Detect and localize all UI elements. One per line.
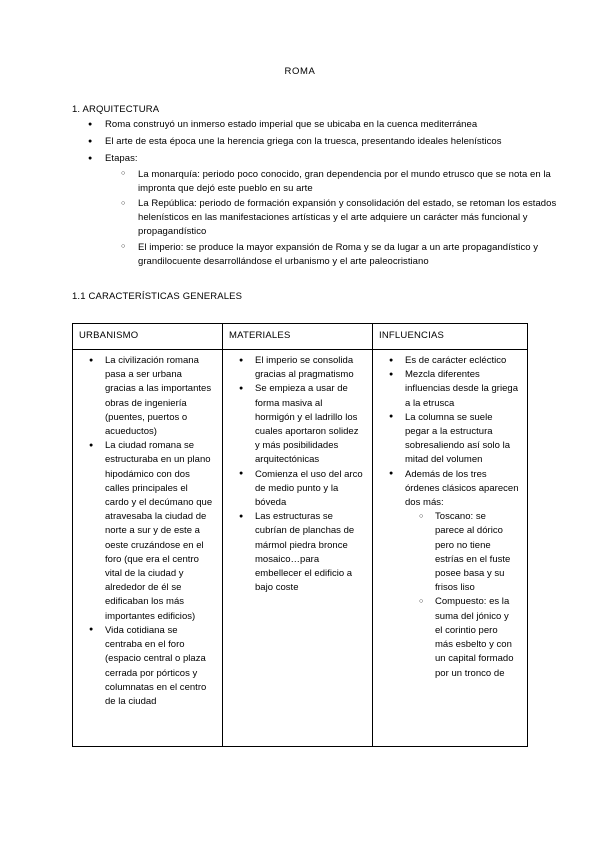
list-item: ● Mezcla diferentes influencias desde la griega a la etrusca xyxy=(373,368,525,411)
bullet-text: ○ El imperio: se produce la mayor expansión de Roma y se da lugar a un arte propagandístico y grandilocuente desarrollándose el urbanismo y el arte paleocristiano xyxy=(138,241,539,267)
ordenes-sub-list xyxy=(405,510,519,680)
bullet-text: ● Etapas: xyxy=(105,153,138,165)
list-item: ● Comienza el uso del arco de medio punto y la bóveda xyxy=(223,468,370,511)
list-item xyxy=(105,168,600,196)
list-item: ● La ciudad romana se estructuraba en un plano hipodámico con dos calles principales el cardo y el decúmano que atravesaba la ciudad de norte a sur y de este a oeste cruzándose en el foro (que era el centro vital de la ciudad y alrededor de él se edificaban los más importantes edificios) xyxy=(73,439,220,624)
bullet-text: ● Roma construyó un inmerso estado imperial que se ubicaba en la cuenca mediterránea xyxy=(105,119,478,130)
bullet-text: Además de los tres órdenes clásicos aparecen dos más: xyxy=(405,468,519,509)
table-cell-materiales xyxy=(223,350,373,747)
table-cell-influencias xyxy=(373,350,528,747)
characteristics-table-wrapper xyxy=(0,302,600,747)
table-header-row xyxy=(73,324,528,350)
list-item xyxy=(105,241,600,269)
characteristics-table xyxy=(72,323,528,747)
list-item xyxy=(373,468,525,681)
list-item: ○ Toscano: se parece al dórico pero no tiene estrías en el fuste posee basa y su frisos liso xyxy=(405,510,519,595)
list-item: ● La civilización romana pasa a ser urbana gracias a las importantes obras de ingeniería (puentes, puertos o acueductos) xyxy=(73,354,220,439)
list-item xyxy=(105,197,600,240)
table-cell-urbanismo xyxy=(73,350,223,747)
list-item xyxy=(72,118,600,132)
list-item: ● El imperio se consolida gracias al pragmatismo xyxy=(223,354,370,382)
table-header-urbanismo: URBANISMO xyxy=(73,324,223,350)
bullet-text: ○ La monarquía: periodo poco conocido, gran dependencia por el mundo etrusco que se nota en la impronta que dejó este pueblo en su arte xyxy=(138,168,551,194)
list-item: ● La columna se suele pegar a la estructura sobresaliendo así solo la mitad del volumen xyxy=(373,411,525,468)
list-item: ● Se empieza a usar de forma masiva al hormigón y el ladrillo los cuales aportaron solidez y más posibilidades arquitectónicas xyxy=(223,382,370,467)
etapas-sub-list xyxy=(105,168,600,269)
section-heading-arquitectura: 1. ARQUITECTURA xyxy=(72,104,160,115)
list-item: ● Es de carácter ecléctico xyxy=(373,354,525,368)
materiales-list xyxy=(223,354,370,595)
table-header-influencias: INFLUENCIAS xyxy=(373,324,528,350)
table-row xyxy=(73,350,528,747)
list-item xyxy=(72,135,600,149)
list-item: ● Las estructuras se cubrían de planchas de mármol piedra bronce mosaico…para embellecer el edificio a bajo coste xyxy=(223,510,370,595)
arquitectura-bullet-list xyxy=(0,118,600,269)
bullet-text: ● El arte de esta época une la herencia griega con la truesca, presentando ideales helenísticos xyxy=(105,136,502,148)
list-item: ● Vida cotidiana se centraba en el foro (espacio central o plaza cerrada por pórticos y columnatas en el centro de la ciudad xyxy=(73,624,220,709)
section-heading-caracteristicas: 1.1 CARACTERÍSTICAS GENERALES xyxy=(72,291,243,303)
table-header-materiales: MATERIALES xyxy=(223,324,373,350)
list-item xyxy=(72,152,600,269)
list-item: ○ Compuesto: es la suma del jónico y el corintio pero más esbelto y con un capital formado por un tronco de xyxy=(405,595,519,680)
page-title: ROMA xyxy=(284,66,316,77)
influencias-list xyxy=(373,354,525,681)
urbanismo-list xyxy=(73,354,220,709)
bullet-text: ○ La República: periodo de formación expansión y consolidación del estado, se retoman los estados helenísticos en las manifestaciones artísticas y el arte adquiere un carácter más funcional y propagandístico xyxy=(138,198,557,238)
